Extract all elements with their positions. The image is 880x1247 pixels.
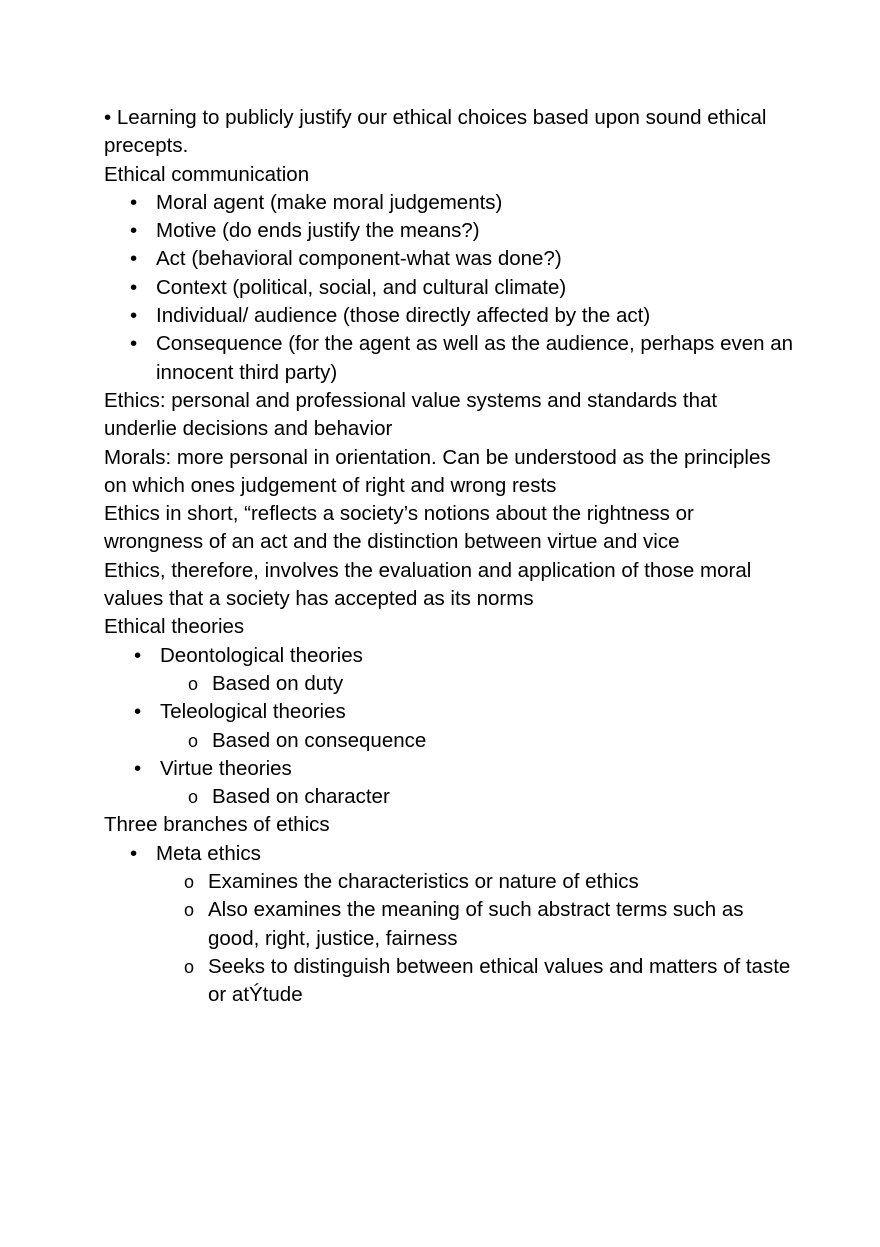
sub-list-item (104, 868, 794, 896)
sub-list-item-text: Seeks to distinguish between ethical values and matters of taste or atÝtude (208, 954, 791, 1007)
sub-list-item-text: Also examines the meaning of such abstract terms such as good, right, justice, fairness (208, 898, 744, 950)
circle-bullet-icon: o (188, 730, 199, 751)
list-item (104, 642, 794, 670)
list-item (104, 755, 794, 783)
sub-list-item-text: Based on character (212, 785, 390, 809)
list-item (104, 302, 794, 330)
list-item-text: Individual/ audience (those directly affected by the act) (156, 304, 651, 328)
section-heading-ethical-theories: Ethical theories (104, 615, 245, 639)
list-item-text: Deontological theories (160, 643, 363, 667)
circle-bullet-icon: o (184, 956, 195, 977)
list-item-text: Context (political, social, and cultural climate) (156, 275, 567, 299)
sub-list-item (104, 783, 794, 811)
list-item (104, 330, 794, 387)
bullet-icon: • (130, 275, 138, 299)
bullet-icon: • (130, 304, 138, 328)
bullet-icon: • (130, 841, 138, 865)
list-item-text: Meta ethics (156, 841, 261, 865)
bullet-icon: • (134, 643, 142, 667)
circle-bullet-icon: o (184, 872, 195, 893)
sub-list-item-text: Based on duty (212, 671, 344, 695)
ethical-theories-list (104, 642, 794, 812)
list-item-text: Motive (do ends justify the means?) (156, 219, 480, 243)
list-item-text: Moral agent (make moral judgements) (156, 190, 503, 214)
list-item-text: Consequence (for the agent as well as the audience, perhaps even an innocent third party) (156, 332, 794, 384)
sub-list-item (104, 727, 794, 755)
ethical-communication-list (104, 189, 794, 387)
sub-list-item (104, 953, 794, 1010)
circle-bullet-icon: o (188, 673, 199, 694)
list-item (104, 698, 794, 726)
bullet-icon: • (134, 756, 142, 780)
list-item (104, 840, 794, 868)
circle-bullet-icon: o (184, 900, 195, 921)
section-heading-ethical-communication: Ethical communication (104, 162, 310, 186)
bullet-icon: • (130, 332, 138, 356)
list-item-text: Act (behavioral component-what was done?) (156, 247, 562, 271)
bullet-icon: • (130, 190, 138, 214)
list-item (104, 189, 794, 217)
bullet-icon: • (130, 219, 138, 243)
sub-list-item (104, 670, 794, 698)
list-item (104, 274, 794, 302)
list-item (104, 245, 794, 273)
bullet-icon: • (130, 247, 138, 271)
document-body (104, 104, 794, 1010)
sub-list-item (104, 896, 794, 953)
sub-list-item-text: Based on consequence (212, 728, 427, 752)
paragraph-ethics-definition: Ethics: personal and professional value systems and standards that underlie decisions and behavior (104, 388, 718, 441)
branches-list (104, 840, 794, 1010)
bullet-icon: • (134, 700, 142, 724)
sub-list-item-text: Examines the characteristics or nature of ethics (208, 870, 639, 894)
circle-bullet-icon: o (188, 787, 199, 808)
paragraph-morals-definition: Morals: more personal in orientation. Can be understood as the principles on which ones judgement of right and wrong rests (104, 445, 771, 497)
paragraph-ethics-in-short: Ethics in short, “reflects a society’s notions about the rightness or wrongness of an act and the distinction between virtue and vice (104, 502, 694, 554)
section-heading-three-branches: Three branches of ethics (104, 813, 330, 837)
list-item-text: Virtue theories (160, 756, 292, 780)
intro-line: • Learning to publicly justify our ethical choices based upon sound ethical precepts. (104, 106, 767, 158)
list-item (104, 217, 794, 245)
list-item-text: Teleological theories (160, 700, 346, 724)
paragraph-ethics-therefore: Ethics, therefore, involves the evaluation and application of those moral values that a society has accepted as its norms (104, 558, 752, 611)
